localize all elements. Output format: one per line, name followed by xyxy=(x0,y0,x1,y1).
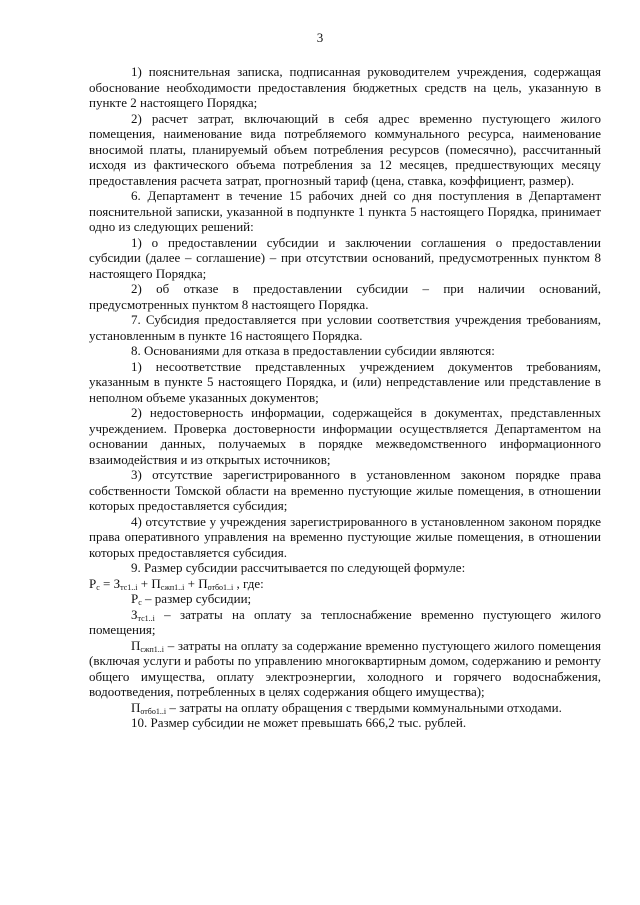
definition-maintenance-costs: $П_{сжп1..i}$ – затраты на оплату за содержание временно пустующего жилого помещения (включая услуги и работы по управлению многоквартирным домом, содержанию и ремонту общего имущества, оплату электроэнергии, холодного и горячего водоснабжения, водоотведения, потребленных в целях содержания общего имущества); xyxy=(89,637,601,699)
paragraph-item-7: 7. Субсидия предоставляется при условии соответствия учреждения требованиям, установленным в пункте 16 настоящего Порядка. xyxy=(89,312,601,343)
paragraph-refusal-reason-2: 2) недостоверность информации, содержащейся в документах, представленных учреждением. Проверка достоверности информации осуществляется Департаментом на основании данных, получаемых в порядке межведомственного информационного взаимодействия и из открытых источников; xyxy=(89,405,601,467)
paragraph-explanatory-note: 1) пояснительная записка, подписанная руководителем учреждения, содержащая обоснование необходимости предоставления бюджетных средств на цель, указанную в пункте 2 настоящего Порядка; xyxy=(89,64,601,110)
paragraph-cost-calculation: 2) расчет затрат, включающий в себя адрес временно пустующего жилого помещения, наименование вида потребляемого коммунального ресурса, наименование вносимой платы, планируемый объем потребления ресурсов (помесячно), рассчитанный исходя из фактического объема потребления за 12 месяцев, предшествующих месяцу предоставления расчета затрат, прогнозный тариф (цена, ставка, коэффициент, размер). xyxy=(89,110,601,188)
paragraph-item-10: 10. Размер субсидии не может превышать 666,2 тыс. рублей. xyxy=(131,715,467,730)
paragraph-item-6: 6. Департамент в течение 15 рабочих дней со дня поступления в Департамент пояснительной записки, указанной в подпункте 1 пункта 5 настоящего Порядка, принимает одно из следующих решений: xyxy=(89,188,601,234)
definition-subsidy-size: $P_c$ – размер субсидии; xyxy=(131,591,252,607)
definition-waste-costs: $П_{отбо1..i}$ – затраты на оплату обращения с твердыми коммунальными отходами. xyxy=(131,699,562,716)
paragraph-decision-grant: 1) о предоставлении субсидии и заключении соглашения о предоставлении субсидии (далее – соглашение) – при отсутствии оснований, предусмотренных пунктом 8 настоящего Порядка; xyxy=(89,234,601,281)
paragraph-item-8: 8. Основаниями для отказа в предоставлении субсидии являются: xyxy=(131,343,495,358)
subsidy-formula: $P_c = З_{тс1..i} + П_{сжп1..i} + П_{отбо1..i}$ , где: xyxy=(89,575,264,592)
paragraph-item-9: 9. Размер субсидии рассчитывается по следующей формуле: xyxy=(131,560,466,575)
page-number: 3 xyxy=(316,30,324,45)
document-body xyxy=(89,64,601,731)
definition-heating-costs: $З_{тс1..i}$ – затраты на оплату за теплоснабжение временно пустующего жилого помещения; xyxy=(89,606,601,637)
paragraph-refusal-reason-4: 4) отсутствие у учреждения зарегистрированного в установленном законом порядке права оперативного управления на временно пустующие жилые помещения, в отношении которых предоставляется субсидия. xyxy=(89,513,601,560)
paragraph-refusal-reason-3: 3) отсутствие зарегистрированного в установленном законом порядке права собственности Томской области на временно пустующие жилые помещения, в отношении которых предоставляется субсидия; xyxy=(89,467,601,513)
paragraph-refusal-reason-1: 1) несоответствие представленных учреждением документов требованиям, указанным в пункте 5 настоящего Порядка, и (или) непредставление или представление в неполном объеме указанных документов; xyxy=(89,358,601,405)
paragraph-decision-refuse: 2) об отказе в предоставлении субсидии – при наличии оснований, предусмотренных пунктом 8 настоящего Порядка. xyxy=(89,281,601,312)
